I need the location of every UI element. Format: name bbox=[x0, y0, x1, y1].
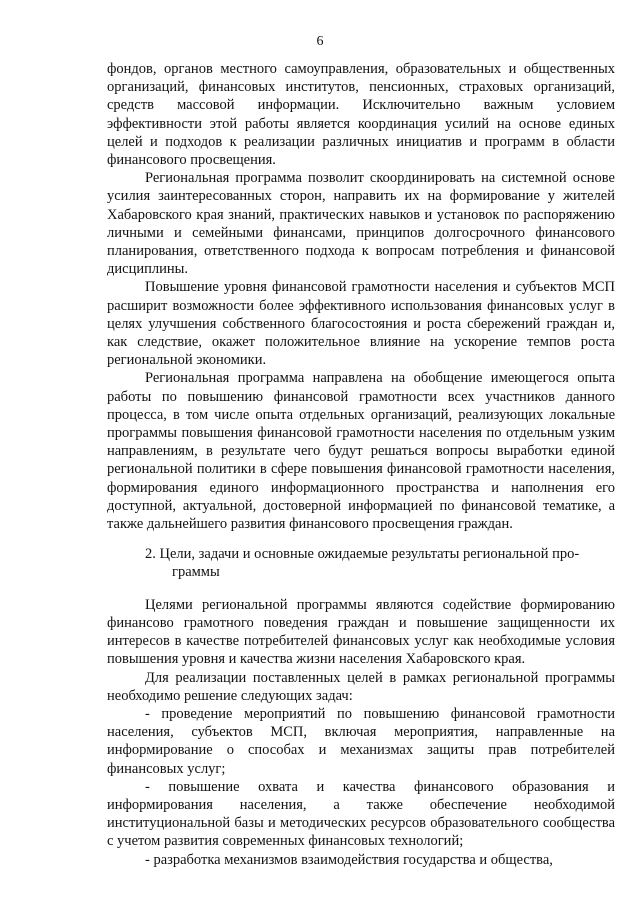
task-list bbox=[107, 705, 615, 869]
paragraph: Целями региональной программы являются содействие формированию финансово грамотного поведения граждан и повышение защищенности их интересов в качестве потребителей финансовых услуг как необходимые условия повышения уровня и качества жизни населения Хабаровского края. bbox=[107, 596, 615, 668]
paragraph: Повышение уровня финансовой грамотности населения и субъектов МСП расширит возможности более эффективного использования финансовых услуг в целях улучшения собственного благосостояния и роста сбережений граждан и, как следствие, окажет положительное влияние на ускорение темпов роста региональной экономики. bbox=[107, 279, 615, 369]
list-item: - проведение мероприятий по повышению финансовой грамотности населения, субъектов МСП, включая мероприятия, направленные на информирование о способах и механизмах защиты прав потребителей финансовых услуг; bbox=[107, 705, 615, 777]
document-body bbox=[107, 60, 615, 869]
list-item: - повышение охвата и качества финансового образования и информирования населения, а также обеспечение необходимой институциональной базы и методических ресурсов образовательного сообщества с учетом развития современных финансовых технологий; bbox=[107, 778, 615, 850]
paragraph: Для реализации поставленных целей в рамках региональной программы необходимо решение следующих задач: bbox=[107, 669, 615, 704]
section-heading-line2: граммы bbox=[172, 564, 220, 581]
paragraph: Региональная программа направлена на обобщение имеющегося опыта работы по повышению финансовой грамотности всех участников данного процесса, в том числе опыта отдельных организаций, реализующих локальные программы повышения финансовой грамотности населения по отдельным узким направлениям, в результате чего будут решаться вопросы выработки единой региональной политики в сфере повышения финансовой грамотности населения, формирования единого информационного пространства и наполнения его доступной, актуальной, достоверной информацией по финансовой тематике, а также дальнейшего развития финансового просвещения граждан. bbox=[107, 370, 615, 533]
paragraph: Региональная программа позволит скоординировать на системной основе усилия заинтересованных сторон, направить их на формирование у жителей Хабаровского края знаний, практических навыков и установок по распоряжению личными и семейными финансами, принципов долгосрочного финансового планирования, ответственного подхода к вопросам потребления и финансовой дисциплины. bbox=[107, 170, 615, 278]
section-heading-line1: 2. Цели, задачи и основные ожидаемые результаты региональной про- bbox=[145, 546, 580, 563]
page-number: 6 bbox=[316, 34, 324, 49]
paragraph: фондов, органов местного самоуправления, образовательных и общественных организаций, финансовых институтов, пенсионных, страховых организаций, средств массовой информации. Исключительно важным условием эффективности этой работы является координация усилий на основе единых целей и подходов к реализации различных инициатив и программ в области финансового просвещения. bbox=[107, 61, 615, 169]
list-item: - разработка механизмов взаимодействия государства и общества, bbox=[145, 851, 553, 868]
section-heading bbox=[107, 545, 615, 581]
